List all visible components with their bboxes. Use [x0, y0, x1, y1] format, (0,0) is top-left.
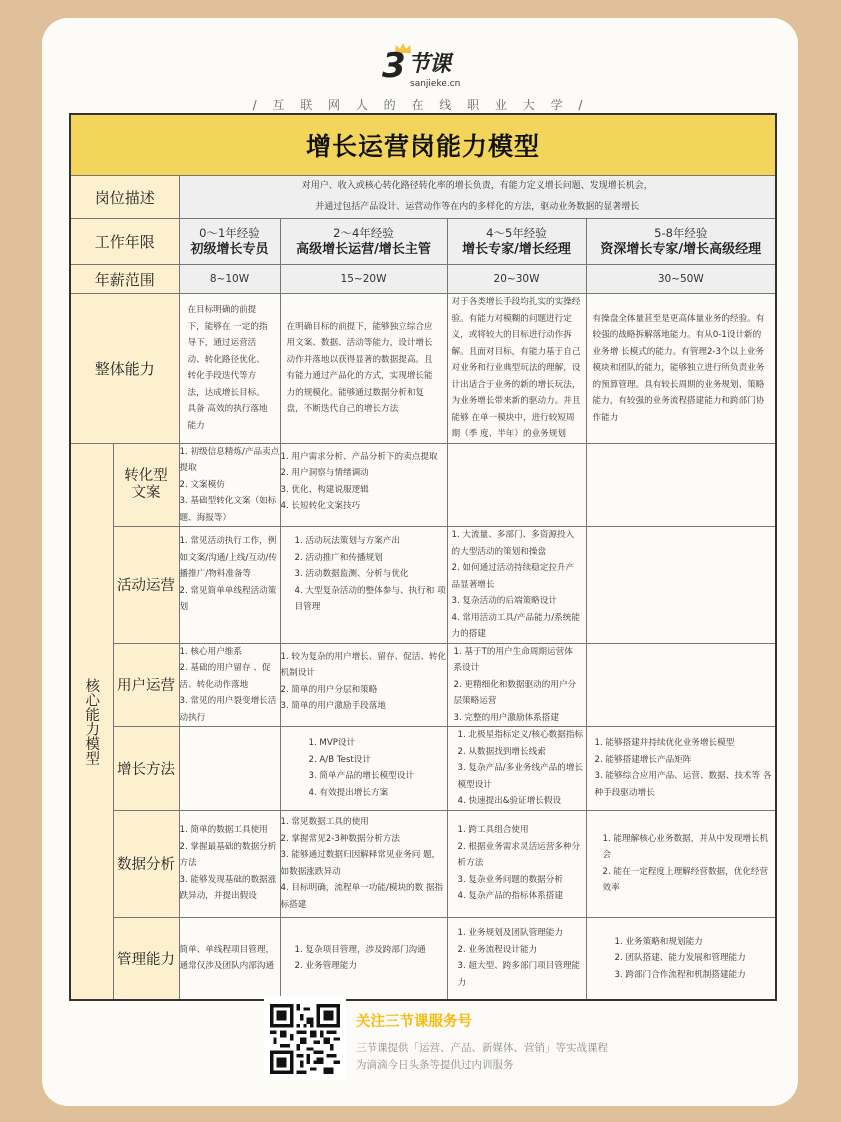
list-item: 3. 复杂活动的后端策略设计	[451, 596, 557, 606]
skill-name: 管理能力	[113, 917, 179, 1000]
description-line-1: 对用户、收入或核心转化路径转化率的增长负责，有能力定义增长问题、发现增长机会，	[301, 181, 653, 191]
logo-name: 节课	[408, 52, 451, 77]
role: 初级增长专员	[190, 241, 269, 257]
salary-4: 30~50W	[586, 265, 776, 294]
list-item: 3. 简单的用户激励手段落地	[280, 701, 386, 711]
skill-cell	[447, 527, 586, 644]
list-item: 4. 有效提出增长方案	[308, 787, 389, 798]
list-item: 2. 简单的用户分层和策略	[280, 684, 378, 695]
list-item: 1. 活动玩法策划与方案产出	[294, 536, 400, 546]
capability-model-table	[69, 113, 777, 1001]
list-item: 2. 业务管理能力	[294, 961, 357, 972]
list-item: 1. 能够搭建并持续优化业务增长模型	[594, 738, 735, 749]
list-item: 4. 复杂产品的指标体系搭建	[457, 891, 563, 902]
overall-2: 在明确目标的前提下，能够独立综合应用文案、数据、活动等能力，设计增长 动作并落地以获得显著的数据提高。且 有能力通过产品化的方式，实现增长能 力的规模化。能够通过数据分析和复盘，不断迭代自己的增长方法	[280, 294, 447, 444]
list-item: 2. 用户洞察与情绪调动	[280, 468, 369, 478]
salary-2: 15~20W	[280, 265, 447, 294]
skill-row-data-analysis	[70, 810, 776, 917]
skill-cell	[586, 810, 776, 917]
level-cell-3	[447, 219, 586, 265]
skill-name: 数据分析	[113, 810, 179, 917]
label-overall: 整体能力	[70, 294, 179, 444]
skill-cell	[280, 727, 447, 811]
skill-name: 活动运营	[113, 527, 179, 644]
skill-cell	[179, 443, 280, 527]
list-item: 1. 较为复杂的用户增长、留存、促活、转化机制设计	[280, 651, 447, 678]
list-item: 2. 掌握最基础的数据分析方法	[179, 841, 277, 869]
list-item: 1. 常见数据工具的使用	[280, 817, 369, 827]
row-years	[70, 219, 776, 265]
footer-title: 关注三节课服务号	[356, 1014, 472, 1030]
list-item: 3. 复杂产品/多业务线产品的增长模型设计	[457, 763, 584, 790]
list-item: 2. 文案模仿	[179, 479, 225, 490]
skill-cell	[447, 810, 586, 917]
list-item: 1. 北极星指标定义/核心数据指标	[457, 730, 584, 740]
skill-cell-empty	[447, 443, 586, 527]
skill-cell	[447, 917, 586, 1000]
list-item: 4. 目标明确，流程单一功能/模块的数 据指标搭建	[280, 883, 444, 910]
skill-row-activity	[70, 527, 776, 644]
list-item: 简单、单线程项目管理，通常仅涉及团队内部沟通	[179, 944, 275, 972]
skill-cell	[447, 727, 586, 811]
list-item: 1. 基于T的用户生命周期运营体系设计	[453, 646, 573, 673]
skill-cell	[179, 917, 280, 1000]
skill-name: 用户运营	[113, 643, 179, 727]
footer-line-2: 为滴滴今日头条等提供过内训服务	[356, 1059, 514, 1071]
core-group-label: 核心能力模型	[70, 443, 113, 1000]
skill-cell	[280, 443, 447, 527]
list-item: 1. 初级信息精炼/产品卖点提取	[179, 446, 280, 473]
overall-3: 对于各类增长手段均扎实的实操经验。有能力对模糊的问题进行定义，或将较大的目标进行动作拆解。且面对目标，有能力基于自己对业务和行业典型玩法的理解，设计出适合于业务的新的增长玩法，为业务增长带来新的驱动力。并且能够 在单一模块中，进行较短周期（季 度、半年）的业务规划	[447, 294, 586, 444]
list-item: 3. 超大型、跨多部门项目管理能力	[457, 961, 581, 988]
level-cell-1	[179, 219, 280, 265]
brand-logo	[382, 42, 462, 92]
list-item: 3. 能够综合应用产品、运营、数据、技术等 各种手段驱动增长	[594, 771, 772, 798]
list-item: 3. 基础型转化文案（如标题、海报等）	[179, 496, 277, 523]
list-item: 3. 活动数据监测、分析与优化	[294, 569, 409, 579]
list-item: 3. 简单产品的增长模型设计	[308, 771, 414, 782]
list-item: 2. 如何通过活动持续稳定拉升产品显著增长	[451, 563, 575, 590]
list-item: 2. 更精细化和数据驱动的用户分层策略运营	[453, 679, 577, 706]
skill-row-growth-method	[70, 727, 776, 811]
description-cell	[179, 176, 776, 219]
list-item: 3. 能够发现基础的数据涨跌异动，并提出假设	[179, 874, 277, 902]
footer-line-1: 三节课提供「运营、产品、新媒体、营销」等实战课程	[356, 1042, 608, 1054]
list-item: 1. 用户需求分析、产品分析下的卖点提取	[280, 451, 438, 462]
list-item: 4. 长短转化文案技巧	[280, 501, 361, 511]
skill-cell	[586, 727, 776, 811]
table-title: 增长运营岗能力模型	[70, 114, 776, 176]
label-years: 工作年限	[70, 219, 179, 265]
skill-cell	[586, 917, 776, 1000]
list-item: 2. 基础的用户留存 、促活、转化动作落地	[179, 663, 271, 690]
list-item: 2. 根据业务需求灵活运营多种分析方法	[457, 841, 581, 869]
list-item: 4. 大型复杂活动的整体参与、执行和 项目管理	[294, 585, 446, 612]
list-item: 1. 常见活动执行工作，例如文案/沟通/上线/互动/传播推广/物料准备等	[179, 536, 278, 579]
skill-cell	[280, 527, 447, 644]
level-cell-4	[586, 219, 776, 265]
list-item: 3. 复杂业务问题的数据分析	[457, 874, 563, 885]
role: 高级增长运营/增长主管	[296, 241, 431, 257]
list-item: 1. 大流量、多部门、多资源投入的大型活动的策划和操盘	[451, 530, 575, 557]
overall-4: 有操盘全体量甚至是更高体量业务的经验。有 较强的战略拆解落地能力。有从0-1设计新的业务增 长模式的能力。有管理2-3个以上业务模块和团队的能力，能够独立进行所负责业务的预算管理。具有较长周期的业务规划、策略能力，有较强的业务流程搭建能力和跨部门协作能力	[586, 294, 776, 444]
skill-name: 增长方法	[113, 727, 179, 811]
skill-row-copywriting	[70, 443, 776, 527]
list-item: 2. 活动推广和传播规划	[294, 552, 383, 563]
list-item: 1. 业务策略和规划能力	[614, 936, 703, 947]
skill-cell	[179, 643, 280, 727]
slogan: / 互 联 网 人 的 在 线 职 业 大 学 /	[252, 98, 589, 112]
list-item: 2. 从数据找到增长线索	[457, 746, 546, 757]
list-item: 2. 业务流程设计能力	[457, 944, 538, 955]
list-item: 2. A/B Test设计	[308, 754, 371, 765]
list-item: 2. 能够搭建增长产品矩阵	[594, 754, 692, 765]
list-item: 1. 复杂项目管理，涉及跨部门沟通	[294, 944, 426, 955]
label-salary: 年薪范围	[70, 265, 179, 294]
logo-number: 3	[382, 46, 406, 86]
list-item: 2. 掌握常见2-3种数据分析方法	[280, 833, 400, 844]
role: 资深增长专家/增长高级经理	[600, 241, 762, 257]
skill-cell-empty	[586, 443, 776, 527]
list-item: 3. 能够通过数据归因解释常见业务问 题，如数据涨跌异动	[280, 850, 441, 877]
skill-row-user-ops	[70, 643, 776, 727]
list-item: 2. 常见简单单线程活动策划	[179, 585, 277, 612]
list-item: 2. 能在一定程度上理解经营数据，优化经营 效率	[602, 866, 769, 893]
description-line-2: 并通过包括产品设计、运营动作等在内的多样化的方法，驱动业务数据的显著增长	[315, 202, 640, 212]
list-item: 1. 简单的数据工具使用	[179, 825, 268, 836]
list-item: 4. 快速提出&验证增长假设	[457, 796, 562, 806]
label-description: 岗位描述	[70, 176, 179, 219]
list-item: 3. 跨部门合作流程和机制搭建能力	[614, 969, 746, 980]
experience: 4～5年经验	[486, 225, 547, 240]
experience: 0～1年经验	[199, 225, 260, 240]
list-item: 1. 业务规划及团队管理能力	[457, 928, 563, 939]
skill-cell-empty	[586, 527, 776, 644]
skill-cell	[447, 643, 586, 727]
experience: 5-8年经验	[654, 225, 708, 240]
list-item: 1. 能理解核心业务数据，并从中发现增长机会	[602, 833, 769, 860]
salary-1: 8~10W	[179, 265, 280, 294]
row-overall	[70, 294, 776, 444]
skill-cell-empty	[586, 643, 776, 727]
list-item: 3. 常见的用户裂变增长活动执行	[179, 696, 277, 723]
salary-3: 20~30W	[447, 265, 586, 294]
qr-code-graphic	[270, 1004, 340, 1074]
list-item: 1. MVP设计	[308, 738, 356, 749]
skill-cell	[280, 810, 447, 917]
skill-cell	[280, 917, 447, 1000]
list-item: 1. 核心用户维系	[179, 646, 242, 657]
role: 增长专家/增长经理	[462, 241, 571, 257]
skill-cell	[280, 643, 447, 727]
list-item: 4. 常用活动工具/产品能力/系统能力的搭建	[451, 612, 580, 639]
skill-row-management	[70, 917, 776, 1000]
row-salary	[70, 265, 776, 294]
level-cell-2	[280, 219, 447, 265]
overall-1: 在目标明确的前提下，能够在 一定的指导下，通过运营活动、转化路径优化、转化手段迭代等方法，达成增长目标。具备 高效的执行落地能力	[179, 294, 280, 444]
experience: 2～4年经验	[333, 225, 394, 240]
skill-cell	[179, 527, 280, 644]
list-item: 3. 优化、构建说服逻辑	[280, 484, 369, 495]
skill-name	[113, 443, 179, 527]
list-item: 2. 团队搭建、能力发展和管理能力	[614, 953, 746, 963]
row-description	[70, 176, 776, 219]
qr-code-icon[interactable]	[264, 996, 346, 1080]
logo-domain: sanjieke.cn	[410, 79, 461, 89]
list-item: 3. 完整的用户激励体系搭建	[453, 712, 559, 723]
skill-name-text: 转化型文案	[124, 467, 168, 501]
skill-cell-empty	[179, 727, 280, 811]
skill-cell	[179, 810, 280, 917]
list-item: 1. 跨工具组合使用	[457, 825, 529, 836]
